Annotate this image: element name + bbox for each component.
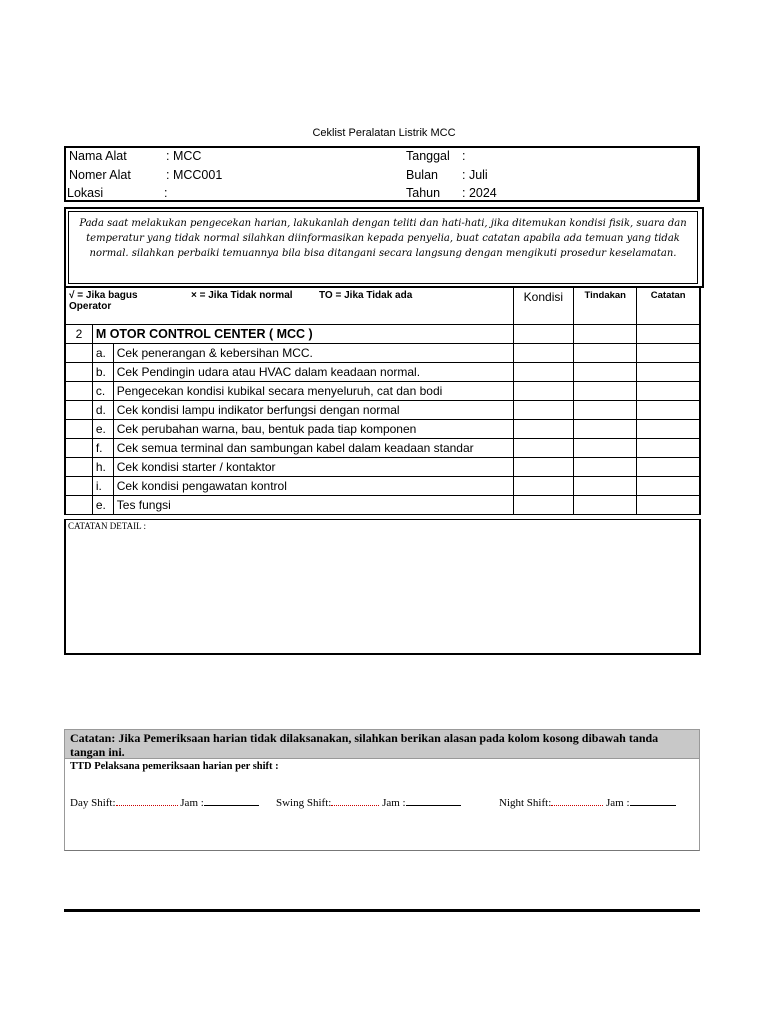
tindakan-cell[interactable] [574,477,637,496]
row-letter: a. [92,344,113,363]
day-shift [70,796,259,809]
nomer-label: Nomer Alat [69,168,131,182]
row-text: Cek kondisi lampu indikator berfungsi dengan normal [113,401,513,420]
detail-label: CATATAN DETAIL : [68,521,146,531]
table-row [65,477,700,496]
row-text: Cek kondisi starter / kontaktor [113,458,513,477]
section-title: M OTOR CONTROL CENTER ( MCC ) [92,325,513,344]
row-letter: e. [92,496,113,515]
row-letter: f. [92,439,113,458]
table-row [65,420,700,439]
row-text: Pengecekan kondisi kubikal secara menyeluruh, cat dan bodi [113,382,513,401]
tindakan-cell[interactable] [574,458,637,477]
swing-shift-name-line[interactable] [331,796,379,806]
table-row [65,458,700,477]
kondisi-cell[interactable] [513,382,573,401]
tindakan-cell[interactable] [574,363,637,382]
night-jam-label: Jam : [606,797,630,809]
col-kondisi: Kondisi [513,288,573,325]
legend-bad: × = Jika Tidak normal [191,290,293,301]
signature-title: TTD Pelaksana pemeriksaan harian per shift : [70,761,279,772]
lokasi-label: Lokasi [67,186,104,200]
row-number-cell [65,496,92,515]
bulan-label: Bulan [406,168,438,182]
tindakan-cell[interactable] [574,401,637,420]
info-box [64,146,700,202]
note-text: Catatan: Jika Pemeriksaan harian tidak dilaksanakan, silahkan berikan alasan pada kolom kosong dibawah tanda tangan ini. [70,731,659,759]
kondisi-cell[interactable] [513,325,573,344]
nomer-value: : MCC001 [166,168,223,182]
row-text: Cek Pendingin udara atau HVAC dalam keadaan normal. [113,363,513,382]
tindakan-cell[interactable] [574,382,637,401]
table-row [65,344,700,363]
legend-operator: Operator [69,301,112,312]
table-row [65,382,700,401]
catatan-cell[interactable] [637,458,700,477]
checklist-table [64,287,701,515]
row-letter: d. [92,401,113,420]
catatan-cell[interactable] [637,401,700,420]
kondisi-cell[interactable] [513,496,573,515]
tahun-label: Tahun [406,186,441,200]
tindakan-cell[interactable] [574,496,637,515]
tahun-value: : 2024 [462,186,497,200]
catatan-cell[interactable] [637,477,700,496]
col-tindakan: Tindakan [574,288,637,325]
row-number-cell [65,477,92,496]
row-text: Cek penerangan & kebersihan MCC. [113,344,513,363]
row-number-cell [65,401,92,420]
row-number-cell [65,382,92,401]
col-catatan: Catatan [637,288,700,325]
row-letter: b. [92,363,113,382]
legend-good: √ = Jika bagus [69,290,138,301]
row-letter: e. [92,420,113,439]
day-jam-line[interactable] [204,796,259,806]
catatan-cell[interactable] [637,363,700,382]
catatan-cell[interactable] [637,420,700,439]
tindakan-cell[interactable] [574,439,637,458]
tindakan-cell[interactable] [574,325,637,344]
table-row [65,496,700,515]
detail-notes-box[interactable] [64,519,701,655]
day-shift-name-line[interactable] [116,796,178,806]
row-number-cell [65,420,92,439]
kondisi-cell[interactable] [513,458,573,477]
catatan-cell[interactable] [637,439,700,458]
bulan-value: : Juli [462,168,488,182]
swing-jam-line[interactable] [406,796,461,806]
night-jam-line[interactable] [630,796,676,806]
kondisi-cell[interactable] [513,420,573,439]
kondisi-cell[interactable] [513,363,573,382]
day-jam-label: Jam : [180,797,204,809]
tanggal-value: : [462,149,466,163]
row-text: Cek perubahan warna, bau, bentuk pada tiap komponen [113,420,513,439]
table-row [65,439,700,458]
section-number: 2 [65,325,92,344]
table-row [65,363,700,382]
table-row [65,401,700,420]
swing-shift [276,796,461,809]
catatan-cell[interactable] [637,325,700,344]
tanggal-label: Tanggal [406,149,450,163]
row-text: Tes fungsi [113,496,513,515]
row-number-cell [65,458,92,477]
section-row [65,325,700,344]
swing-shift-label: Swing Shift: [276,797,332,809]
nama-value: : MCC [166,149,202,163]
row-letter: i. [92,477,113,496]
bottom-rule [64,909,700,912]
row-letter: c. [92,382,113,401]
tindakan-cell[interactable] [574,344,637,363]
row-letter: h. [92,458,113,477]
night-shift-label: Night Shift: [499,797,552,809]
catatan-cell[interactable] [637,344,700,363]
day-shift-label: Day Shift: [70,797,116,809]
kondisi-cell[interactable] [513,439,573,458]
row-number-cell [65,439,92,458]
row-number-cell [65,363,92,382]
legend-to: TO = Jika Tidak ada [319,290,413,301]
swing-jam-label: Jam : [382,797,406,809]
document-title: Ceklist Peralatan Listrik MCC [312,127,456,139]
catatan-cell[interactable] [637,496,700,515]
row-text: Cek semua terminal dan sambungan kabel dalam keadaan standar [113,439,513,458]
catatan-cell[interactable] [637,382,700,401]
nama-label: Nama Alat [69,149,127,163]
kondisi-cell[interactable] [513,401,573,420]
legend-cell [65,288,513,325]
row-number-cell [65,344,92,363]
lokasi-value: : [164,186,168,200]
night-shift-name-line[interactable] [551,796,603,806]
kondisi-cell[interactable] [513,477,573,496]
night-shift [499,796,676,809]
row-text: Cek kondisi pengawatan kontrol [113,477,513,496]
kondisi-cell[interactable] [513,344,573,363]
tindakan-cell[interactable] [574,420,637,439]
instruction-text: Pada saat melakukan pengecekan harian, lakukanlah dengan teliti dan hati-hati, jika ditemukan kondisi fisik, suara dan temperatur yang tidak normal silahkan diinformasikan kepada penyelia, buat catatan apabila ada temuan yang tidak normal. silahkan perbaiki temuannya bila bisa ditangani secara langsung dengan mengikuti prosedur keselamatan. [79,218,687,259]
legend-row [65,288,700,325]
